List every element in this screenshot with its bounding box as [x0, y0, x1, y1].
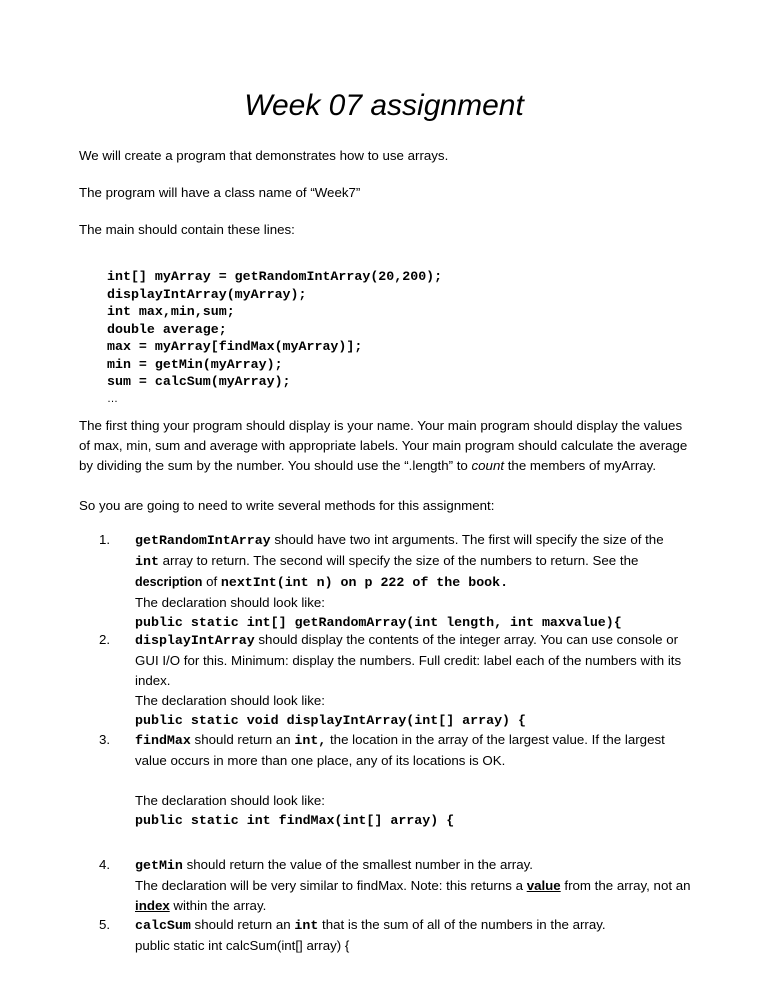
method-declaration: public static int[] getRandomArray(int length, int maxvalue){	[135, 615, 622, 630]
code-line: displayIntArray(myArray);	[107, 286, 307, 302]
item-number: 2.	[99, 632, 111, 647]
code-line: int[] myArray = getRandomIntArray(20,200);	[107, 269, 443, 284]
code-block	[107, 268, 442, 408]
item-number: 1.	[99, 532, 111, 547]
item-number: 3.	[99, 732, 111, 747]
code-line: int max,min,sum;	[107, 304, 235, 319]
intro-line: We will create a program that demonstrates how to use arrays.	[79, 148, 449, 163]
page-title: Week 07 assignment	[244, 89, 524, 122]
declaration-label: The declaration should look like:	[135, 793, 325, 808]
description-line: by dividing the sum by the number. You should use the “.length” to count the members of myArray.	[79, 458, 657, 473]
code-line: max = myArray[findMax(myArray)];	[107, 339, 363, 354]
description-line: of max, min, sum and average with appropriate labels. Your main program should calculate the average	[79, 438, 688, 453]
item-number: 4.	[99, 857, 111, 872]
code-line: double average;	[107, 321, 227, 337]
intro-line: The main should contain these lines:	[79, 222, 295, 237]
code-line: sum = calcSum(myArray);	[107, 374, 291, 389]
method-declaration: public static void displayIntArray(int[] array) {	[135, 713, 526, 728]
method-name: findMax	[135, 733, 191, 748]
method-declaration: public static int calcSum(int[] array) {	[135, 938, 350, 953]
code-ellipsis: …	[107, 392, 118, 405]
method-name: calcSum	[135, 918, 191, 933]
method-name: displayIntArray	[135, 633, 255, 648]
document-page: Week 07 assignment We will create a program that demonstrates how to use arrays. The program will have a class name of “Week7” The main should contain these lines: int[] myArray = getRandomIntArray(20,200); displayIntArray(myArray); int max,min,sum; double average; max = myArray[findMax(myArray)]; min = getMin(myArray); sum = calcSum(myArray); … The first thing your program should display is your name. Your main program should display the values of max, min, sum and average with appropriate labels. Your main program should calculate the average by dividing the sum by the number. You should use the “.length” to count the members of myArray. So you are going to need to write several methods for this assignment: 1. getRandomIntArray should have two int arguments. The first will specify the size of the int array to return. The second will specify the size of the numbers to return. See the description of nextInt(int n) on p 222 of the book. The declaration should look like: public static int[] getRandomArray(int length, int maxvalue){ 2. displayIntArray should display the contents of the integer array. You can use console or GUI I/O for this. Minimum: display the numbers. Full credit: label each of the numbers with its index. The declaration should look like: public static void displayIntArray(int[] array) { 3. findMax should return an int, the location in the array of the largest value. If the largest value occurs in more than one place, any of its locations is OK. The declaration should look like: public static int findMax(int[] array) { 4. getMin should return the value of the smallest number in the array. The declaration will be very similar to findMax. Note: this returns a value from the array, not an index within the array. 5. calcSum should return an int that is the sum of all of the numbers in the array. public static int calcSum(int[] array) {	[0, 0, 768, 994]
declaration-label: The declaration should look like:	[135, 693, 325, 708]
method-declaration: public static int findMax(int[] array) {	[135, 813, 455, 828]
description-line: The first thing your program should display is your name. Your main program should display the values	[79, 418, 683, 433]
declaration-label: The declaration should look like:	[135, 595, 325, 610]
item-number: 5.	[99, 917, 111, 932]
methods-intro: So you are going to need to write several methods for this assignment:	[79, 498, 495, 513]
method-name: getRandomIntArray	[135, 533, 271, 548]
method-name: getMin	[135, 858, 183, 873]
description-paragraph	[79, 416, 694, 476]
intro-line: The program will have a class name of “Week7”	[79, 185, 361, 200]
code-line: min = getMin(myArray);	[107, 356, 283, 372]
